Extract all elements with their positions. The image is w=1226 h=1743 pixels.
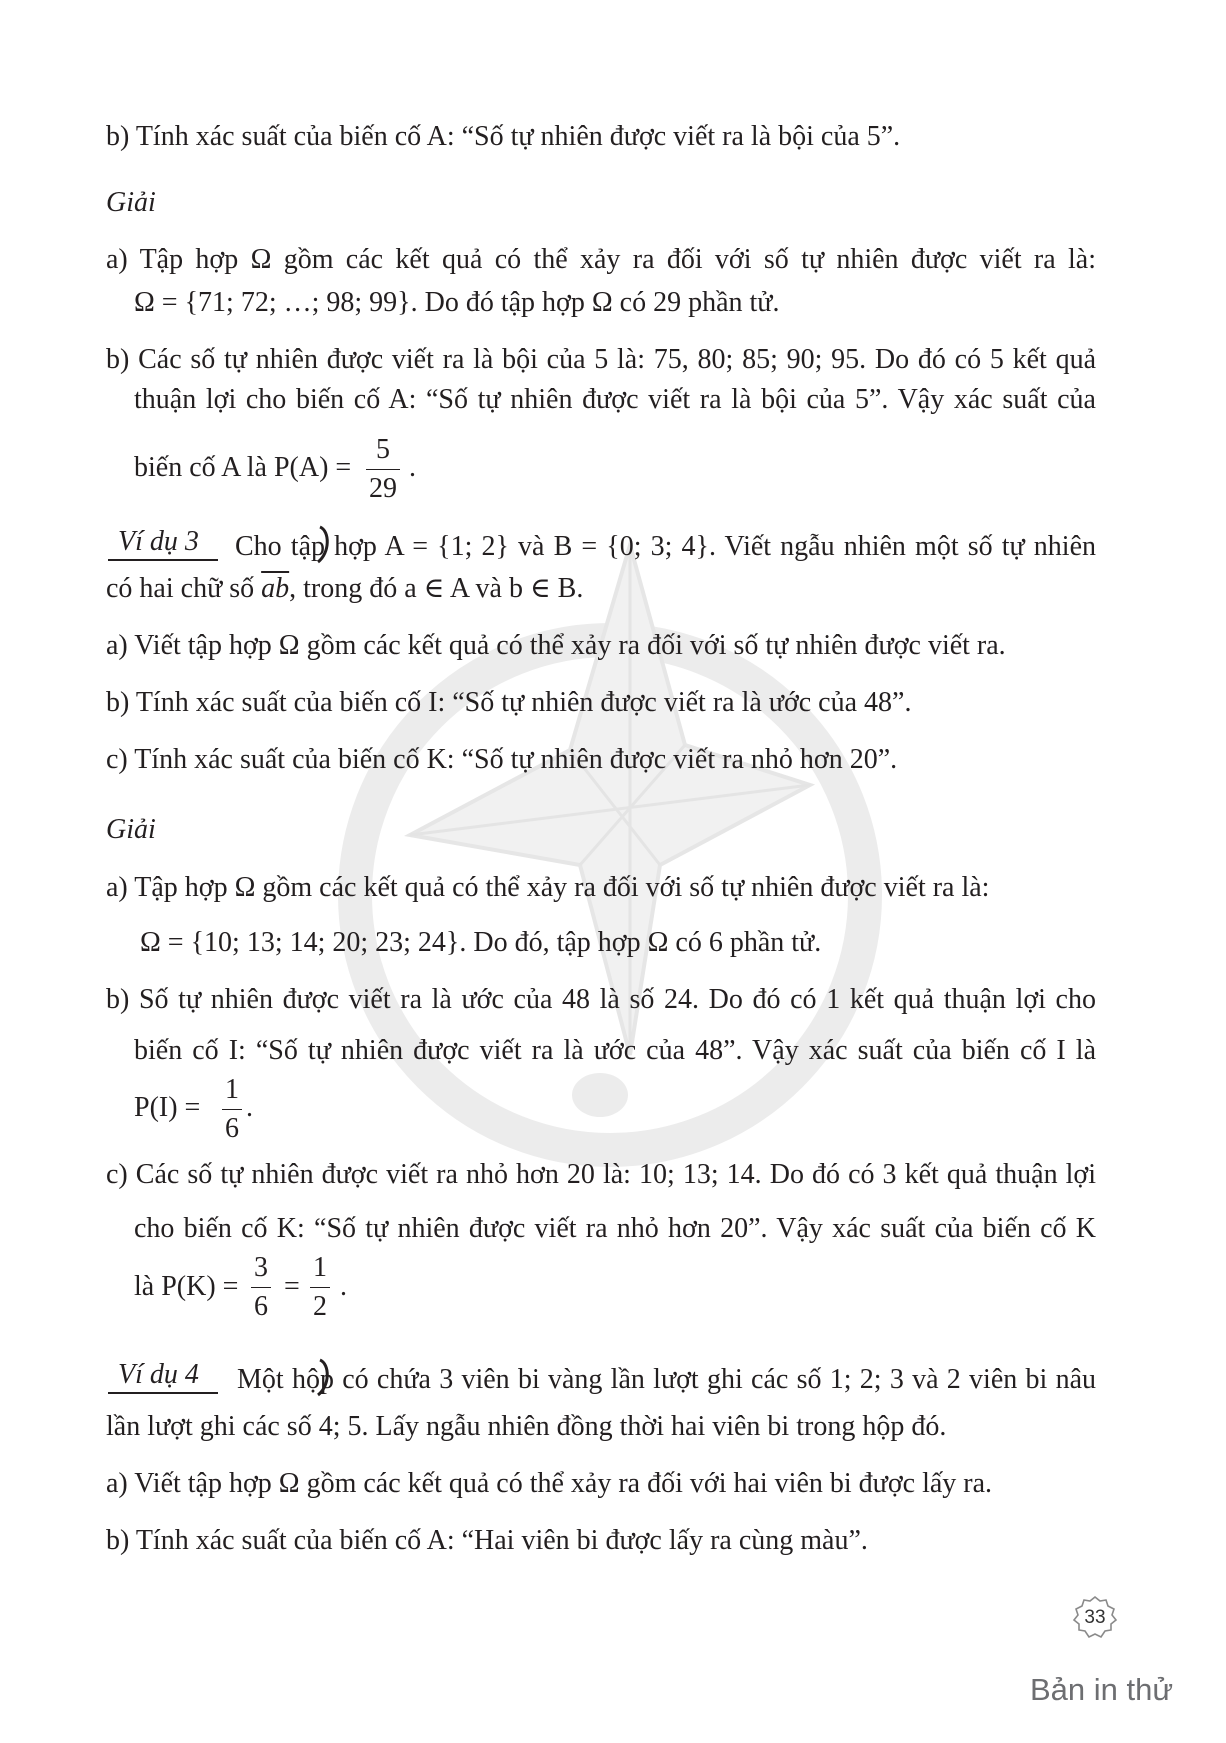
- fraction-denominator: 29: [366, 469, 400, 503]
- fraction-numerator: 1: [313, 1252, 327, 1283]
- fraction-denominator: 2: [310, 1287, 330, 1321]
- example-3-line-2: [106, 572, 583, 606]
- solution-b-line-3: biến cố A là P(A) =: [134, 452, 352, 483]
- overline-ab: $\overline{ab}$: [261, 573, 290, 604]
- fraction-denominator: 6: [251, 1287, 271, 1321]
- solution-3-a-line-2: Ω = {10; 13; 14; 20; 23; 24}. Do đó, tập hợp Ω có 6 phần tử.: [140, 927, 822, 958]
- page-number: [1072, 1595, 1118, 1641]
- example-4-label: Ví dụ 4: [118, 1359, 199, 1390]
- period: .: [246, 1092, 253, 1123]
- solution-a-line-2: Ω = {71; 72; …; 98; 99}. Do đó tập hợp Ω có 29 phần tử.: [134, 287, 780, 318]
- solution-3-c-line-2: cho biến cố K: “Số tự nhiên được viết ra nhỏ hơn 20”. Vậy xác suất của biến cố K: [134, 1213, 1096, 1244]
- example-4-line-1: Một hộp có chứa 3 viên bi vàng lần lượt ghi các số 1; 2; 3 và 2 viên bi nâu: [237, 1364, 1096, 1395]
- solution-3-c-line-1: c) Các số tự nhiên được viết ra nhỏ hơn 20 là: 10; 13; 14. Do đó có 3 kết quả thuận lợi: [106, 1159, 1096, 1190]
- fraction-1-2: [310, 1254, 330, 1321]
- solution-b-line-2: thuận lợi cho biến cố A: “Số tự nhiên được viết ra là bội của 5”. Vậy xác suất của: [134, 384, 1096, 415]
- solution-3-a-line-1: a) Tập hợp Ω gồm các kết quả có thể xảy ra đối với số tự nhiên được viết ra là:: [106, 872, 990, 903]
- fraction-denominator: 6: [222, 1109, 242, 1143]
- solution-3-heading: Giải: [106, 814, 156, 845]
- example-3-c: c) Tính xác suất của biến cố K: “Số tự nhiên được viết ra nhỏ hơn 20”.: [106, 744, 898, 775]
- solution-heading: Giải: [106, 187, 156, 218]
- fraction-1-6: [222, 1076, 242, 1143]
- fraction-numerator: 5: [376, 434, 390, 465]
- solution-3-b-line-2: biến cố I: “Số tự nhiên được viết ra là ước của 48”. Vậy xác suất của biến cố I là: [134, 1035, 1096, 1066]
- fraction-numerator: 3: [254, 1252, 268, 1283]
- fraction-5-29: [366, 436, 400, 503]
- solution-b-line-1: b) Các số tự nhiên được viết ra là bội của 5 là: 75, 80; 85; 90; 95. Do đó có 5 kết quả: [106, 344, 1096, 375]
- example-3-label: Ví dụ 3: [118, 526, 199, 557]
- example-3-line-2-start: có hai chữ số: [106, 573, 255, 604]
- example-4-a: a) Viết tập hợp Ω gồm các kết quả có thể xảy ra đối với hai viên bi được lấy ra.: [106, 1468, 993, 1499]
- question-b: b) Tính xác suất của biến cố A: “Số tự nhiên được viết ra là bội của 5”.: [106, 121, 901, 152]
- draft-label: Bản in thử: [1030, 1672, 1174, 1707]
- equals-sign: =: [284, 1271, 300, 1302]
- period: .: [340, 1271, 347, 1302]
- example-4-b: b) Tính xác suất của biến cố A: “Hai viên bi được lấy ra cùng màu”.: [106, 1525, 868, 1556]
- example-3-line-2-end: , trong đó a ∈ A và b ∈ B.: [289, 573, 584, 604]
- example-4-badge: [108, 1360, 226, 1394]
- example-3-line-1: Cho tập hợp A = {1; 2} và B = {0; 3; 4}. Viết ngẫu nhiên một số tự nhiên: [235, 531, 1096, 562]
- fraction-numerator: 1: [225, 1074, 239, 1105]
- example-3-b: b) Tính xác suất của biến cố I: “Số tự nhiên được viết ra là ước của 48”.: [106, 687, 912, 718]
- example-4-line-2: lần lượt ghi các số 4; 5. Lấy ngẫu nhiên đồng thời hai viên bi trong hộp đó.: [106, 1411, 947, 1442]
- solution-3-c-line-3: là P(K) =: [134, 1271, 239, 1302]
- page-number-text: 33: [1084, 1607, 1106, 1628]
- example-3-a: a) Viết tập hợp Ω gồm các kết quả có thể xảy ra đối với số tự nhiên được viết ra.: [106, 630, 1006, 661]
- solution-3-b-line-1: b) Số tự nhiên được viết ra là ước của 48 là số 24. Do đó có 1 kết quả thuận lợi cho: [106, 984, 1096, 1015]
- period: .: [409, 452, 416, 483]
- example-3-badge: [108, 527, 226, 561]
- fraction-3-6: [251, 1254, 271, 1321]
- solution-3-b-line-3: P(I) =: [134, 1092, 201, 1123]
- solution-a-line-1: a) Tập hợp Ω gồm các kết quả có thể xảy ra đối với số tự nhiên được viết ra là:: [106, 244, 1096, 275]
